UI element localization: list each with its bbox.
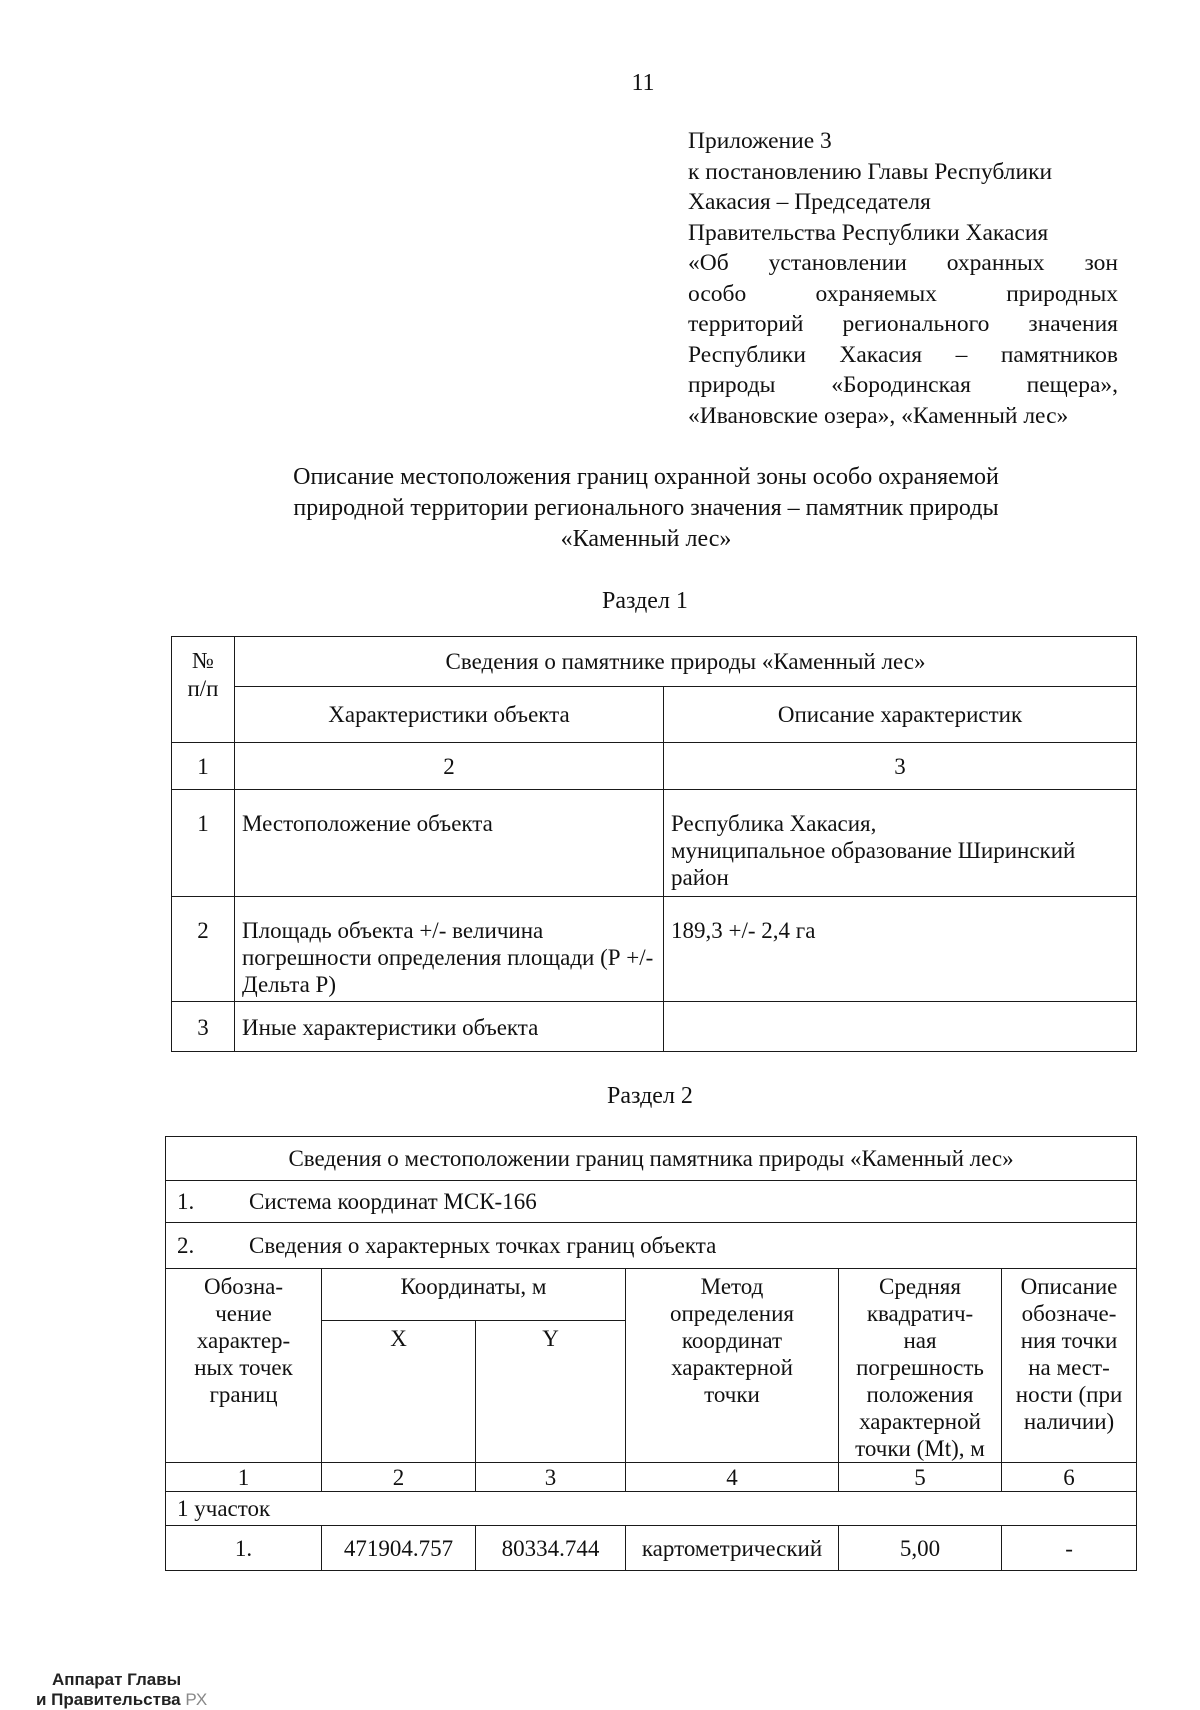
stamp-line: [36, 1690, 207, 1710]
appendix-line: природы «Бородинская пещера»,: [688, 372, 1118, 398]
col-x-header: X: [322, 1321, 476, 1463]
row-number: 3: [172, 1002, 235, 1052]
table-caption: Сведения о местоположении границ памятника природы «Каменный лес»: [166, 1137, 1137, 1181]
stamp-text: и Правительства: [36, 1690, 181, 1709]
title-line: природной территории регионального значения – памятник природы: [293, 495, 999, 521]
title-line: «Каменный лес»: [560, 526, 732, 552]
appendix-line: территорий регионального значения: [688, 311, 1118, 337]
index-cell: 3: [476, 1463, 626, 1492]
col-designation-header: Обозна- чение характер- ных точек границ: [166, 1269, 322, 1463]
appendix-line: особо охраняемых природных: [688, 280, 1118, 307]
row-number: 2: [172, 897, 235, 1002]
points-info-row: [166, 1223, 1137, 1269]
table-row: [172, 1002, 1137, 1052]
section2-table: [165, 1136, 1137, 1571]
stamp-text-faded: РХ: [185, 1690, 208, 1709]
row-characteristic: Площадь объекта +/- величина погрешности определения площади (Р +/- Дельта Р): [235, 897, 664, 1002]
col-description-header: Описание обозначе- ния точки на мест- ности (при наличии): [1002, 1269, 1137, 1463]
office-stamp: [36, 1670, 208, 1710]
index-cell: 2: [235, 743, 664, 790]
col-characteristic-header: Характеристики объекта: [235, 687, 664, 743]
row-description: Республика Хакасия, муниципальное образование Ширинский район: [664, 790, 1137, 897]
appendix-line: Хакасия – Председателя: [688, 189, 931, 215]
appendix-line: Правительства Республики Хакасия: [688, 219, 1049, 246]
row-description: 189,3 +/- 2,4 га: [664, 897, 1137, 1002]
point-y: 80334.744: [476, 1526, 626, 1571]
col-number-header: № п/п: [172, 637, 235, 743]
index-cell: 4: [626, 1463, 839, 1492]
col-error-header: Средняя квадратич- ная погрешность положения характерной точки (Mt), м: [839, 1269, 1002, 1463]
index-cell: 5: [839, 1463, 1002, 1492]
section1-heading: Раздел 1: [602, 588, 688, 614]
point-designation: 1.: [166, 1526, 322, 1571]
table-row: [172, 790, 1137, 897]
item-text: Система координат МСК-166: [249, 1189, 537, 1214]
item-number: 2.: [177, 1233, 195, 1258]
point-method: картометрический: [626, 1526, 839, 1571]
row-number: 1: [172, 790, 235, 897]
col-description-header: Описание характеристик: [664, 687, 1137, 743]
index-cell: 3: [664, 743, 1137, 790]
point-x: 471904.757: [322, 1526, 476, 1571]
point-description: -: [1002, 1526, 1137, 1571]
document-title: [220, 462, 1072, 555]
row-characteristic: Местоположение объекта: [235, 790, 664, 897]
item-number: 1.: [177, 1189, 195, 1214]
appendix-line: к постановлению Главы Республики: [688, 158, 1053, 185]
index-cell: 1: [172, 743, 235, 790]
appendix-header: [688, 126, 1118, 431]
coordinate-system-row: [166, 1181, 1137, 1223]
page-number: 11: [631, 70, 655, 96]
table-caption: Сведения о памятнике природы «Каменный лес»: [235, 637, 1137, 687]
appendix-line: «Ивановские озера», «Каменный лес»: [688, 402, 1069, 429]
row-characteristic: Иные характеристики объекта: [235, 1002, 664, 1052]
col-coordinates-header: Координаты, м: [322, 1269, 626, 1321]
point-error: 5,00: [839, 1526, 1002, 1571]
index-cell: 2: [322, 1463, 476, 1492]
index-cell: 6: [1002, 1463, 1137, 1492]
stamp-line: Аппарат Главы: [52, 1670, 182, 1689]
col-method-header: Метод определения координат характерной точки: [626, 1269, 839, 1463]
title-line: Описание местоположения границ охранной зоны особо охраняемой: [293, 464, 999, 490]
appendix-line: Приложение 3: [688, 128, 832, 154]
section2-heading: Раздел 2: [607, 1083, 693, 1109]
appendix-line: Республики Хакасия – памятников: [688, 341, 1118, 368]
table-row: [172, 897, 1137, 1002]
row-description: [664, 1002, 1137, 1052]
plot-label: 1 участок: [166, 1492, 1137, 1526]
col-y-header: Y: [476, 1321, 626, 1463]
table-row: [166, 1526, 1137, 1571]
section1-table: [171, 636, 1137, 1052]
index-cell: 1: [166, 1463, 322, 1492]
item-text: Сведения о характерных точках границ объекта: [249, 1233, 717, 1258]
appendix-line: «Об установлении охранных зон: [688, 250, 1118, 276]
